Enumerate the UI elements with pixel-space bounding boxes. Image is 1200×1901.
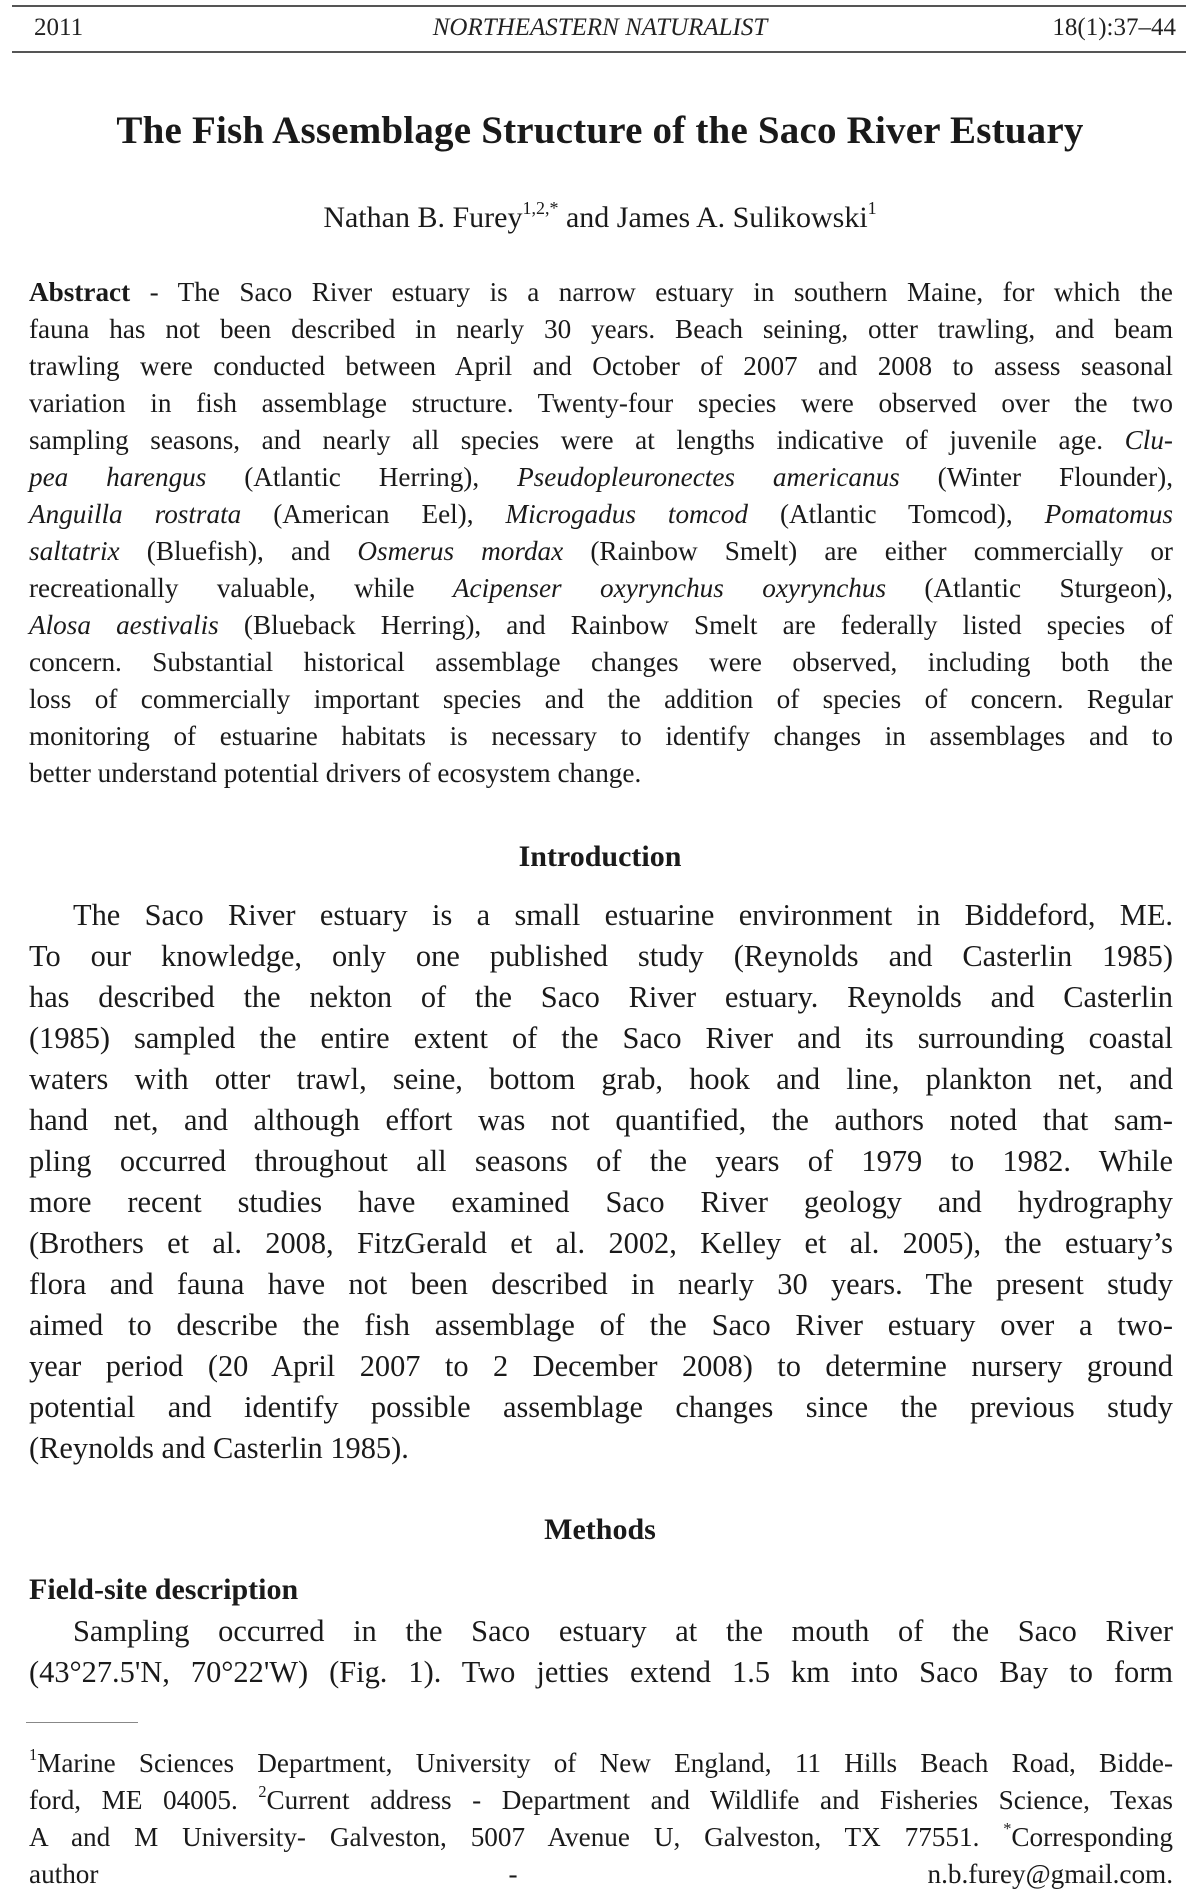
body-line: has described the nekton of the Saco River estuary. Reynolds and Casterlin xyxy=(29,980,1173,1014)
abstract-line: loss of commercially important species and the addition of species of concern. Regular xyxy=(29,684,1173,714)
footnote-line xyxy=(29,1856,1173,1893)
species-name: Pseudopleuronectes americanus xyxy=(517,462,900,492)
body-line: (43°27.5'N, 70°22'W) (Fig. 1). Two jetties extend 1.5 km into Saco Bay to form xyxy=(29,1655,1173,1689)
abstract-line: better understand potential drivers of ecosystem change. xyxy=(29,758,642,788)
abstract-line: saltatrix (Bluefish), and Osmerus mordax (Rainbow Smelt) are either commercially or xyxy=(29,536,1173,566)
species-name: Microgadus tomcod xyxy=(505,499,748,529)
footnote-rule xyxy=(26,1722,138,1723)
section-heading-introduction: Introduction xyxy=(518,840,682,873)
species-name: Pomatomus xyxy=(1044,499,1173,529)
abstract-line: Alosa aestivalis (Blueback Herring), and Rainbow Smelt are federally listed species of xyxy=(29,610,1173,640)
body-line: The Saco River estuary is a small estuarine environment in Biddeford, ME. xyxy=(73,898,1173,932)
species-name: Osmerus mordax xyxy=(357,536,564,566)
header-year: 2011 xyxy=(34,14,84,41)
body-line: potential and identify possible assemblage changes since the previous study xyxy=(29,1390,1173,1424)
species-name: pea harengus xyxy=(29,462,207,492)
body-line: year period (20 April 2007 to 2 December 2008) to determine nursery ground xyxy=(29,1349,1173,1383)
footnote-marker: 2 xyxy=(258,1781,267,1801)
body-line: (1985) sampled the entire extent of the Saco River and its surrounding coastal xyxy=(29,1021,1173,1055)
abstract-line: Anguilla rostrata (American Eel), Microgadus tomcod (Atlantic Tomcod), Pomatomus xyxy=(29,499,1173,529)
abstract-line: monitoring of estuarine habitats is necessary to identify changes in assemblages and to xyxy=(29,721,1173,751)
body-line: (Reynolds and Casterlin 1985). xyxy=(29,1431,409,1465)
author-conjunction: and xyxy=(565,201,610,234)
affiliation-marker: 1 xyxy=(867,197,877,218)
species-name: Anguilla rostrata xyxy=(29,499,242,529)
header-citation: 18(1):37–44 xyxy=(1052,14,1176,41)
body-line: hand net, and although effort was not quantified, the authors noted that sam- xyxy=(29,1103,1173,1137)
section-heading-methods: Methods xyxy=(544,1513,656,1546)
abstract-line: concern. Substantial historical assemblage changes were observed, including both the xyxy=(29,647,1173,677)
species-name: Alosa aestivalis xyxy=(29,610,219,640)
body-line: more recent studies have examined Saco River geology and hydrography xyxy=(29,1185,1173,1219)
footnote-marker: * xyxy=(1003,1818,1012,1838)
body-line: aimed to describe the fish assemblage of the Saco River estuary over a two- xyxy=(29,1308,1173,1342)
corresponding-author-email: author - n.b.furey@gmail.com. xyxy=(29,1859,1173,1889)
header-journal-name: NORTHEASTERN NATURALIST xyxy=(432,14,768,41)
footnote-marker: 1 xyxy=(29,1744,38,1764)
species-name: Clu- xyxy=(1124,425,1173,455)
abstract-label: Abstract xyxy=(29,277,131,307)
body-line: Sampling occurred in the Saco estuary at the mouth of the Saco River xyxy=(73,1614,1173,1648)
body-line: pling occurred throughout all seasons of the years of 1979 to 1982. While xyxy=(29,1144,1173,1178)
body-line: (Brothers et al. 2008, FitzGerald et al. 2002, Kelley et al. 2005), the estuary’s xyxy=(29,1226,1173,1260)
header-top-rule xyxy=(12,5,1186,7)
header-bottom-rule xyxy=(12,51,1186,53)
species-name: Acipenser oxyrynchus oxyrynchus xyxy=(452,573,887,603)
abstract-line: fauna has not been described in nearly 30 years. Beach seining, otter trawling, and beam xyxy=(29,314,1173,344)
abstract-line: recreationally valuable, while Acipenser oxyrynchus oxyrynchus (Atlantic Sturgeon), xyxy=(29,573,1173,603)
author-name: James A. Sulikowski xyxy=(616,201,868,234)
abstract-line: sampling seasons, and nearly all species were at lengths indicative of juvenile age. Clu- xyxy=(29,425,1173,455)
author-line xyxy=(0,198,1200,238)
paper-title: The Fish Assemblage Structure of the Saco River Estuary xyxy=(116,109,1084,152)
abstract-line: pea harengus (Atlantic Herring), Pseudopleuronectes americanus (Winter Flounder), xyxy=(29,462,1174,492)
abstract-line: Abstract - The Saco River estuary is a narrow estuary in southern Maine, for which the xyxy=(29,277,1173,307)
body-line: waters with otter trawl, seine, bottom grab, hook and line, plankton net, and xyxy=(29,1062,1173,1096)
footnote-line: A and M University- Galveston, 5007 Avenue U, Galveston, TX 77551. *Corresponding xyxy=(29,1818,1173,1852)
body-line: flora and fauna have not been described in nearly 30 years. The present study xyxy=(29,1267,1173,1301)
footnote-line: ford, ME 04005. $^2$Current address - Department and Wildlife and Fisheries Science, Texas xyxy=(29,1781,1174,1815)
author-name: Nathan B. Furey xyxy=(323,201,523,234)
affiliation-marker: 1,2,* xyxy=(522,197,559,218)
footnote-line: $^1$Marine Sciences Department, University of New England, 11 Hills Beach Road, Bidde- xyxy=(29,1744,1173,1778)
abstract-line: variation in fish assemblage structure. Twenty-four species were observed over the two xyxy=(29,388,1173,418)
species-name: saltatrix xyxy=(29,536,120,566)
subsection-heading-field-site: Field-site description xyxy=(29,1573,299,1606)
abstract-line: trawling were conducted between April and October of 2007 and 2008 to assess seasonal xyxy=(29,351,1173,381)
body-line: To our knowledge, only one published study (Reynolds and Casterlin 1985) xyxy=(29,939,1173,973)
